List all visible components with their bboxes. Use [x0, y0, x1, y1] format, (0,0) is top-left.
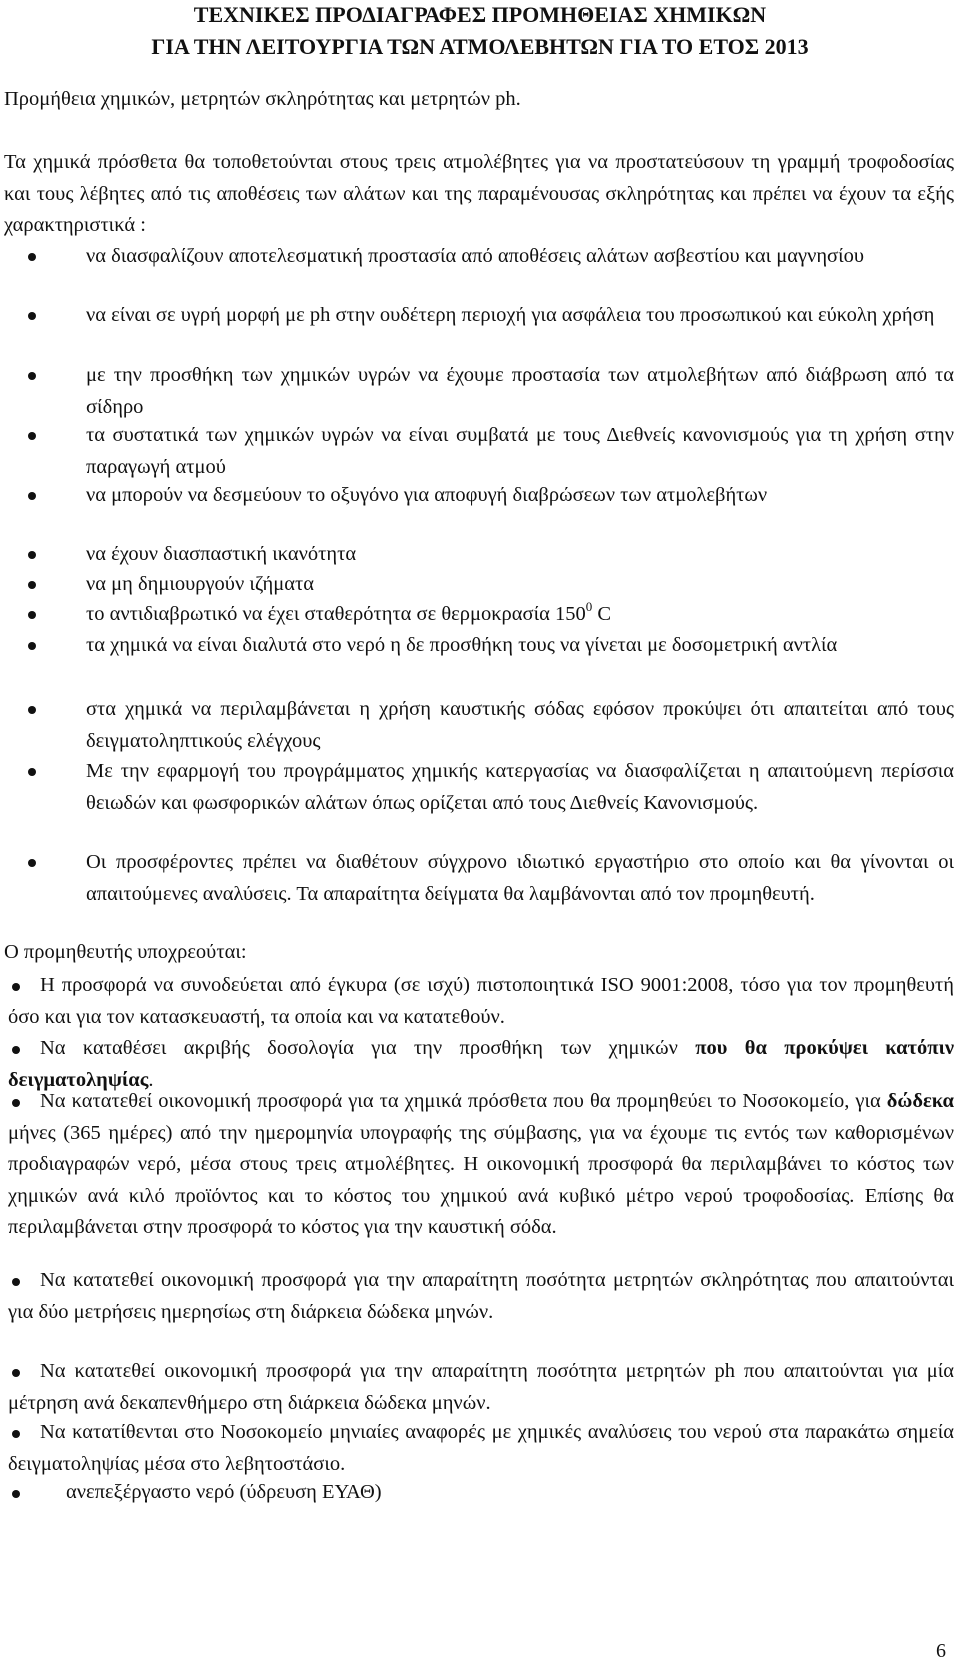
bullet-icon: [28, 551, 36, 559]
bullet-icon: [28, 312, 36, 320]
bullet-icon: [12, 1490, 20, 1498]
list-item-text: Να κατατεθεί οικονομική προσφορά για την απαραίτητη ποσότητα μετρητών ph που απαιτούνται για μία μέτρηση ανά δεκαπενθήμερο στη διάρκεια δώδεκα μηνών.: [8, 1360, 954, 1414]
list-item-text: τα χημικά να είναι διαλυτά στο νερό η δε προσθήκη τους να γίνεται με δοσομετρική αντλία: [86, 634, 838, 656]
list-item-text: να είναι σε υγρή μορφή με ph στην ουδέτερη περιοχή για ασφάλεια του προσωπικού και εύκολη χρήση: [86, 304, 935, 326]
bullet-icon: [28, 859, 36, 867]
bullet-icon: [28, 492, 36, 500]
list-item-text: Με την εφαρμογή του προγράμματος χημικής κατεργασίας να διασφαλίζεται η απαιτούμενη περίσσια θειωδών και φωσφορικών αλάτων όπως ορίζεται από τους Διεθνείς Κανονισμούς.: [86, 760, 954, 814]
list-item-text: το αντιδιαβρωτικό να έχει σταθερότητα σε θερμοκρασία $150^0$ C: [86, 599, 612, 625]
page-number: 6: [936, 1640, 946, 1662]
bullet-icon: [28, 372, 36, 380]
bullet-icon: [28, 768, 36, 776]
list-item-text: Οι προσφέροντες πρέπει να διαθέτουν σύγχρονο ιδιωτικό εργαστήριο στο οποίο και θα γίνονται οι απαιτούμενες αναλύσεις. Τα απαραίτητα δείγματα θα λαμβάνονται από τον προμηθευτή.: [86, 851, 954, 905]
list-item-text: στα χημικά να περιλαμβάνεται η χρήση καυστικής σόδας εφόσον προκύψει ότι απαιτείται από τους δειγματοληπτικούς ελέγχους: [86, 698, 954, 752]
intro-paragraph: Τα χημικά πρόσθετα θα τοποθετούνται στους τρεις ατμολέβητες για να προστατεύσουν τη γραμμή τροφοδοσίας και τους λέβητες από τις αποθέσεις των αλάτων και της παραμένουσας σκληρότητας και πρέπει να έχουν τα εξής χαρακτηριστικά :: [4, 151, 954, 236]
list-item-text: Να κατατεθεί οικονομική προσφορά για την απαραίτητη ποσότητα μετρητών σκληρότητας που απαιτούνται για δύο μετρήσεις ημερησίως στη διάρκεια δώδεκα μηνών.: [8, 1269, 954, 1323]
bullet-icon: [28, 706, 36, 714]
list-item-text: Η προσφορά να συνοδεύεται από έγκυρα (σε ισχύ) πιστοποιητικά ISO 9001:2008, τόσο για τον προμηθευτή όσο και για τον κατασκευαστή, τα οποία και να κατατεθούν.: [8, 974, 954, 1028]
header-title-line1: ΤΕΧΝΙΚΕΣ ΠΡΟΔΙΑΓΡΑΦΕΣ ΠΡΟΜΗΘΕΙΑΣ ΧΗΜΙΚΩΝ: [193, 2, 767, 27]
list-item-text: να μη δημιουργούν ιζήματα: [86, 573, 314, 595]
list-item-text: Να κατατίθενται στο Νοσοκομείο μηνιαίες αναφορές με χημικές αναλύσεις του νερού στα παρακάτω σημεία δειγματοληψίας μέσα στο λεβητοστάσιο.: [8, 1421, 954, 1475]
list-item-text: να μπορούν να δεσμεύουν το οξυγόνο για αποφυγή διαβρώσεων των ατμολεβήτων: [86, 484, 768, 506]
list-item-text: ανεπεξέργαστο νερό (ύδρευση ΕΥΑΘ): [66, 1481, 382, 1503]
header-title-line2: ΓΙΑ ΤΗΝ ΛΕΙΤΟΥΡΓΙΑ ΤΩΝ ΑΤΜΟΛΕΒΗΤΩΝ ΓΙΑ ΤΟ ΕΤΟΣ 2013: [151, 34, 809, 59]
list-item-text: να διασφαλίζουν αποτελεσματική προστασία από αποθέσεις αλάτων ασβεστίου και μαγνησίου: [86, 245, 865, 267]
bullet-icon: [28, 611, 36, 619]
bullet-icon: [28, 253, 36, 261]
bullet-icon: [28, 432, 36, 440]
list-item-text: τα συστατικά των χημικών υγρών να είναι συμβατά με τους Διεθνείς κανονισμούς για τη χρήση στην παραγωγή ατμού: [86, 424, 954, 478]
subtitle: Προμήθεια χημικών, μετρητών σκληρότητας και μετρητών ph.: [4, 88, 521, 110]
list-item-text: Να κατατεθεί οικονομική προσφορά για τα χημικά πρόσθετα που θα προμηθεύει το Νοσοκομείο, για δώδεκα μήνες (365 ημέρες) από την ημερομηνία υπογραφής της σύμβασης, για να έχουμε τις εντός των καθορισμένων προδιαγραφών νερό, μέσα στους τρεις ατμολέβητες. Η οικονομική προσφορά θα περιλαμβάνει το κόστος των χημικών ανά κιλό προϊόντος και το κόστος του χημικού ανά κυβικό μέτρο νερού τροφοδοσίας. Επίσης θα περιλαμβάνεται στην προσφορά το κόστος για την καυστική σόδα.: [8, 1090, 954, 1238]
bullet-icon: [28, 642, 36, 650]
list-item-text: Να καταθέσει ακριβής δοσολογία για την προσθήκη των χημικών που θα προκύψει κατόπιν δειγματοληψίας.: [8, 1037, 954, 1091]
obligations-heading: Ο προμηθευτής υποχρεούται:: [4, 941, 247, 963]
list-item-text: να έχουν διασπαστική ικανότητα: [86, 543, 357, 565]
list-item-text: με την προσθήκη των χημικών υγρών να έχουμε προστασία των ατμολεβήτων από διάβρωση από τα σίδηρο: [86, 364, 954, 418]
bullet-icon: [28, 581, 36, 589]
